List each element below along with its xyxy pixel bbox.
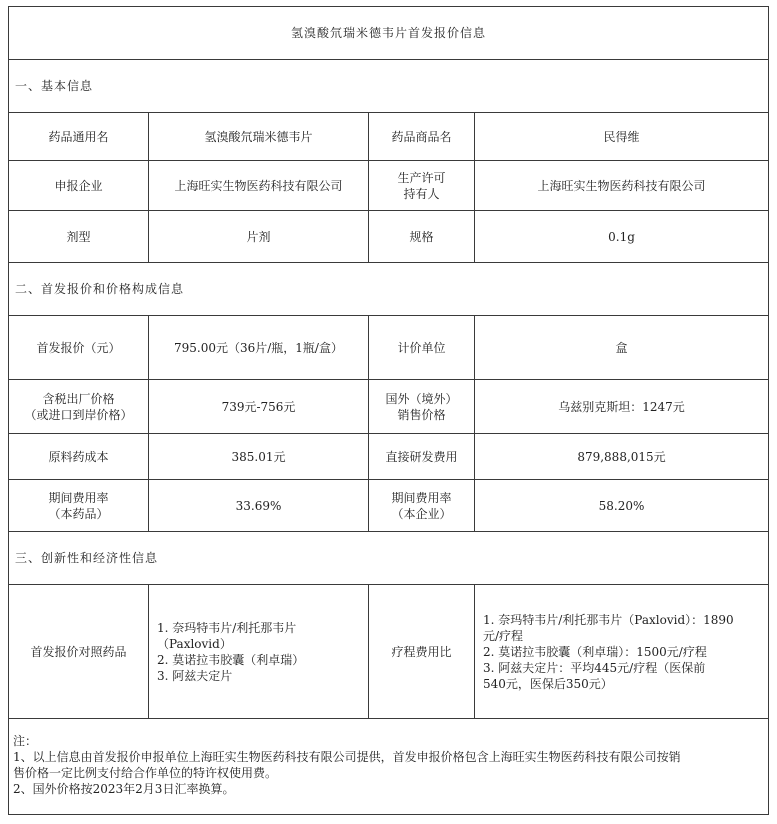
value-expense-rate-drug: 33.69% xyxy=(149,480,369,532)
comparator-line-3: 2. 莫诺拉韦胶囊（利卓瑞） xyxy=(157,652,305,667)
value-specification: 0.1g xyxy=(475,211,769,263)
value-expense-rate-company: 58.20% xyxy=(475,480,769,532)
note-line-2: 售价格一定比例支付给合作单位的特许权使用费。 xyxy=(13,766,278,780)
value-foreign-price: 乌兹别克斯坦：1247元 xyxy=(475,380,769,434)
label-launch-price: 首发报价（元） xyxy=(9,316,149,380)
value-brand-name: 民得维 xyxy=(475,113,769,161)
label-factory-price xyxy=(9,380,149,434)
label-brand-name: 药品商品名 xyxy=(369,113,475,161)
label-license-holder xyxy=(369,161,475,211)
label-applicant: 申报企业 xyxy=(9,161,149,211)
note-line-1: 1、以上信息由首发报价申报单位上海旺实生物医药科技有限公司提供，首发申报价格包含上海旺实生物医药科技有限公司按销 xyxy=(13,750,681,764)
value-factory-price: 739元-756元 xyxy=(149,380,369,434)
label-factory-price-line1: 含税出厂价格 xyxy=(42,391,115,406)
cost-line-4: 3. 阿兹夫定片：平均445元/疗程（医保前 xyxy=(483,660,706,675)
label-course-cost-ratio: 疗程费用比 xyxy=(369,585,475,719)
label-comparator-drugs: 首发报价对照药品 xyxy=(9,585,149,719)
label-foreign-price-line1: 国外（境外） xyxy=(385,391,458,406)
section-innovation-heading: 三、创新性和经济性信息 xyxy=(9,532,769,585)
value-comparator-drugs xyxy=(149,585,369,719)
document-title: 氢溴酸氘瑞米德韦片首发报价信息 xyxy=(9,7,769,60)
comparator-line-1: 1. 奈玛特韦片/利托那韦片 xyxy=(157,620,297,635)
label-specification: 规格 xyxy=(369,211,475,263)
label-expense-rate-drug xyxy=(9,480,149,532)
comparator-line-4: 3. 阿兹夫定片 xyxy=(157,668,233,683)
cost-line-1: 1. 奈玛特韦片/利托那韦片（Paxlovid）：1890 xyxy=(483,612,734,627)
notes-heading: 注： xyxy=(13,734,38,748)
comparator-line-2: （Paxlovid） xyxy=(157,636,232,651)
notes-block xyxy=(9,719,769,815)
label-pricing-unit: 计价单位 xyxy=(369,316,475,380)
cost-line-3: 2. 莫诺拉韦胶囊（利卓瑞）：1500元/疗程 xyxy=(483,644,707,659)
label-foreign-price-line2: 销售价格 xyxy=(397,407,446,422)
label-expense-rate-company-line1: 期间费用率 xyxy=(391,490,452,505)
label-factory-price-line2: （或进口到岸价格） xyxy=(24,407,133,422)
label-expense-rate-company xyxy=(369,480,475,532)
value-pricing-unit: 盒 xyxy=(475,316,769,380)
note-line-3: 2、国外价格按2023年2月3日汇率换算。 xyxy=(13,782,235,796)
value-applicant: 上海旺实生物医药科技有限公司 xyxy=(149,161,369,211)
value-license-holder: 上海旺实生物医药科技有限公司 xyxy=(475,161,769,211)
label-generic-name: 药品通用名 xyxy=(9,113,149,161)
label-rd-cost: 直接研发费用 xyxy=(369,434,475,480)
value-launch-price: 795.00元（36片/瓶，1瓶/盒） xyxy=(149,316,369,380)
value-course-cost-ratio xyxy=(475,585,769,719)
value-generic-name: 氢溴酸氘瑞米德韦片 xyxy=(149,113,369,161)
label-license-holder-line2: 持有人 xyxy=(403,186,440,201)
cost-line-2: 元/疗程 xyxy=(483,628,524,643)
value-rd-cost: 879,888,015元 xyxy=(475,434,769,480)
cost-line-5: 540元，医保后350元） xyxy=(483,676,613,691)
label-license-holder-line1: 生产许可 xyxy=(397,170,446,185)
pricing-info-table xyxy=(8,6,769,815)
label-dosage-form: 剂型 xyxy=(9,211,149,263)
section-basic-info-heading: 一、基本信息 xyxy=(9,60,769,113)
value-api-cost: 385.01元 xyxy=(149,434,369,480)
label-expense-rate-drug-line2: （本药品） xyxy=(48,506,109,521)
section-price-heading: 二、首发报价和价格构成信息 xyxy=(9,263,769,316)
label-foreign-price xyxy=(369,380,475,434)
label-api-cost: 原料药成本 xyxy=(9,434,149,480)
value-dosage-form: 片剂 xyxy=(149,211,369,263)
label-expense-rate-company-line2: （本企业） xyxy=(391,506,452,521)
label-expense-rate-drug-line1: 期间费用率 xyxy=(48,490,109,505)
